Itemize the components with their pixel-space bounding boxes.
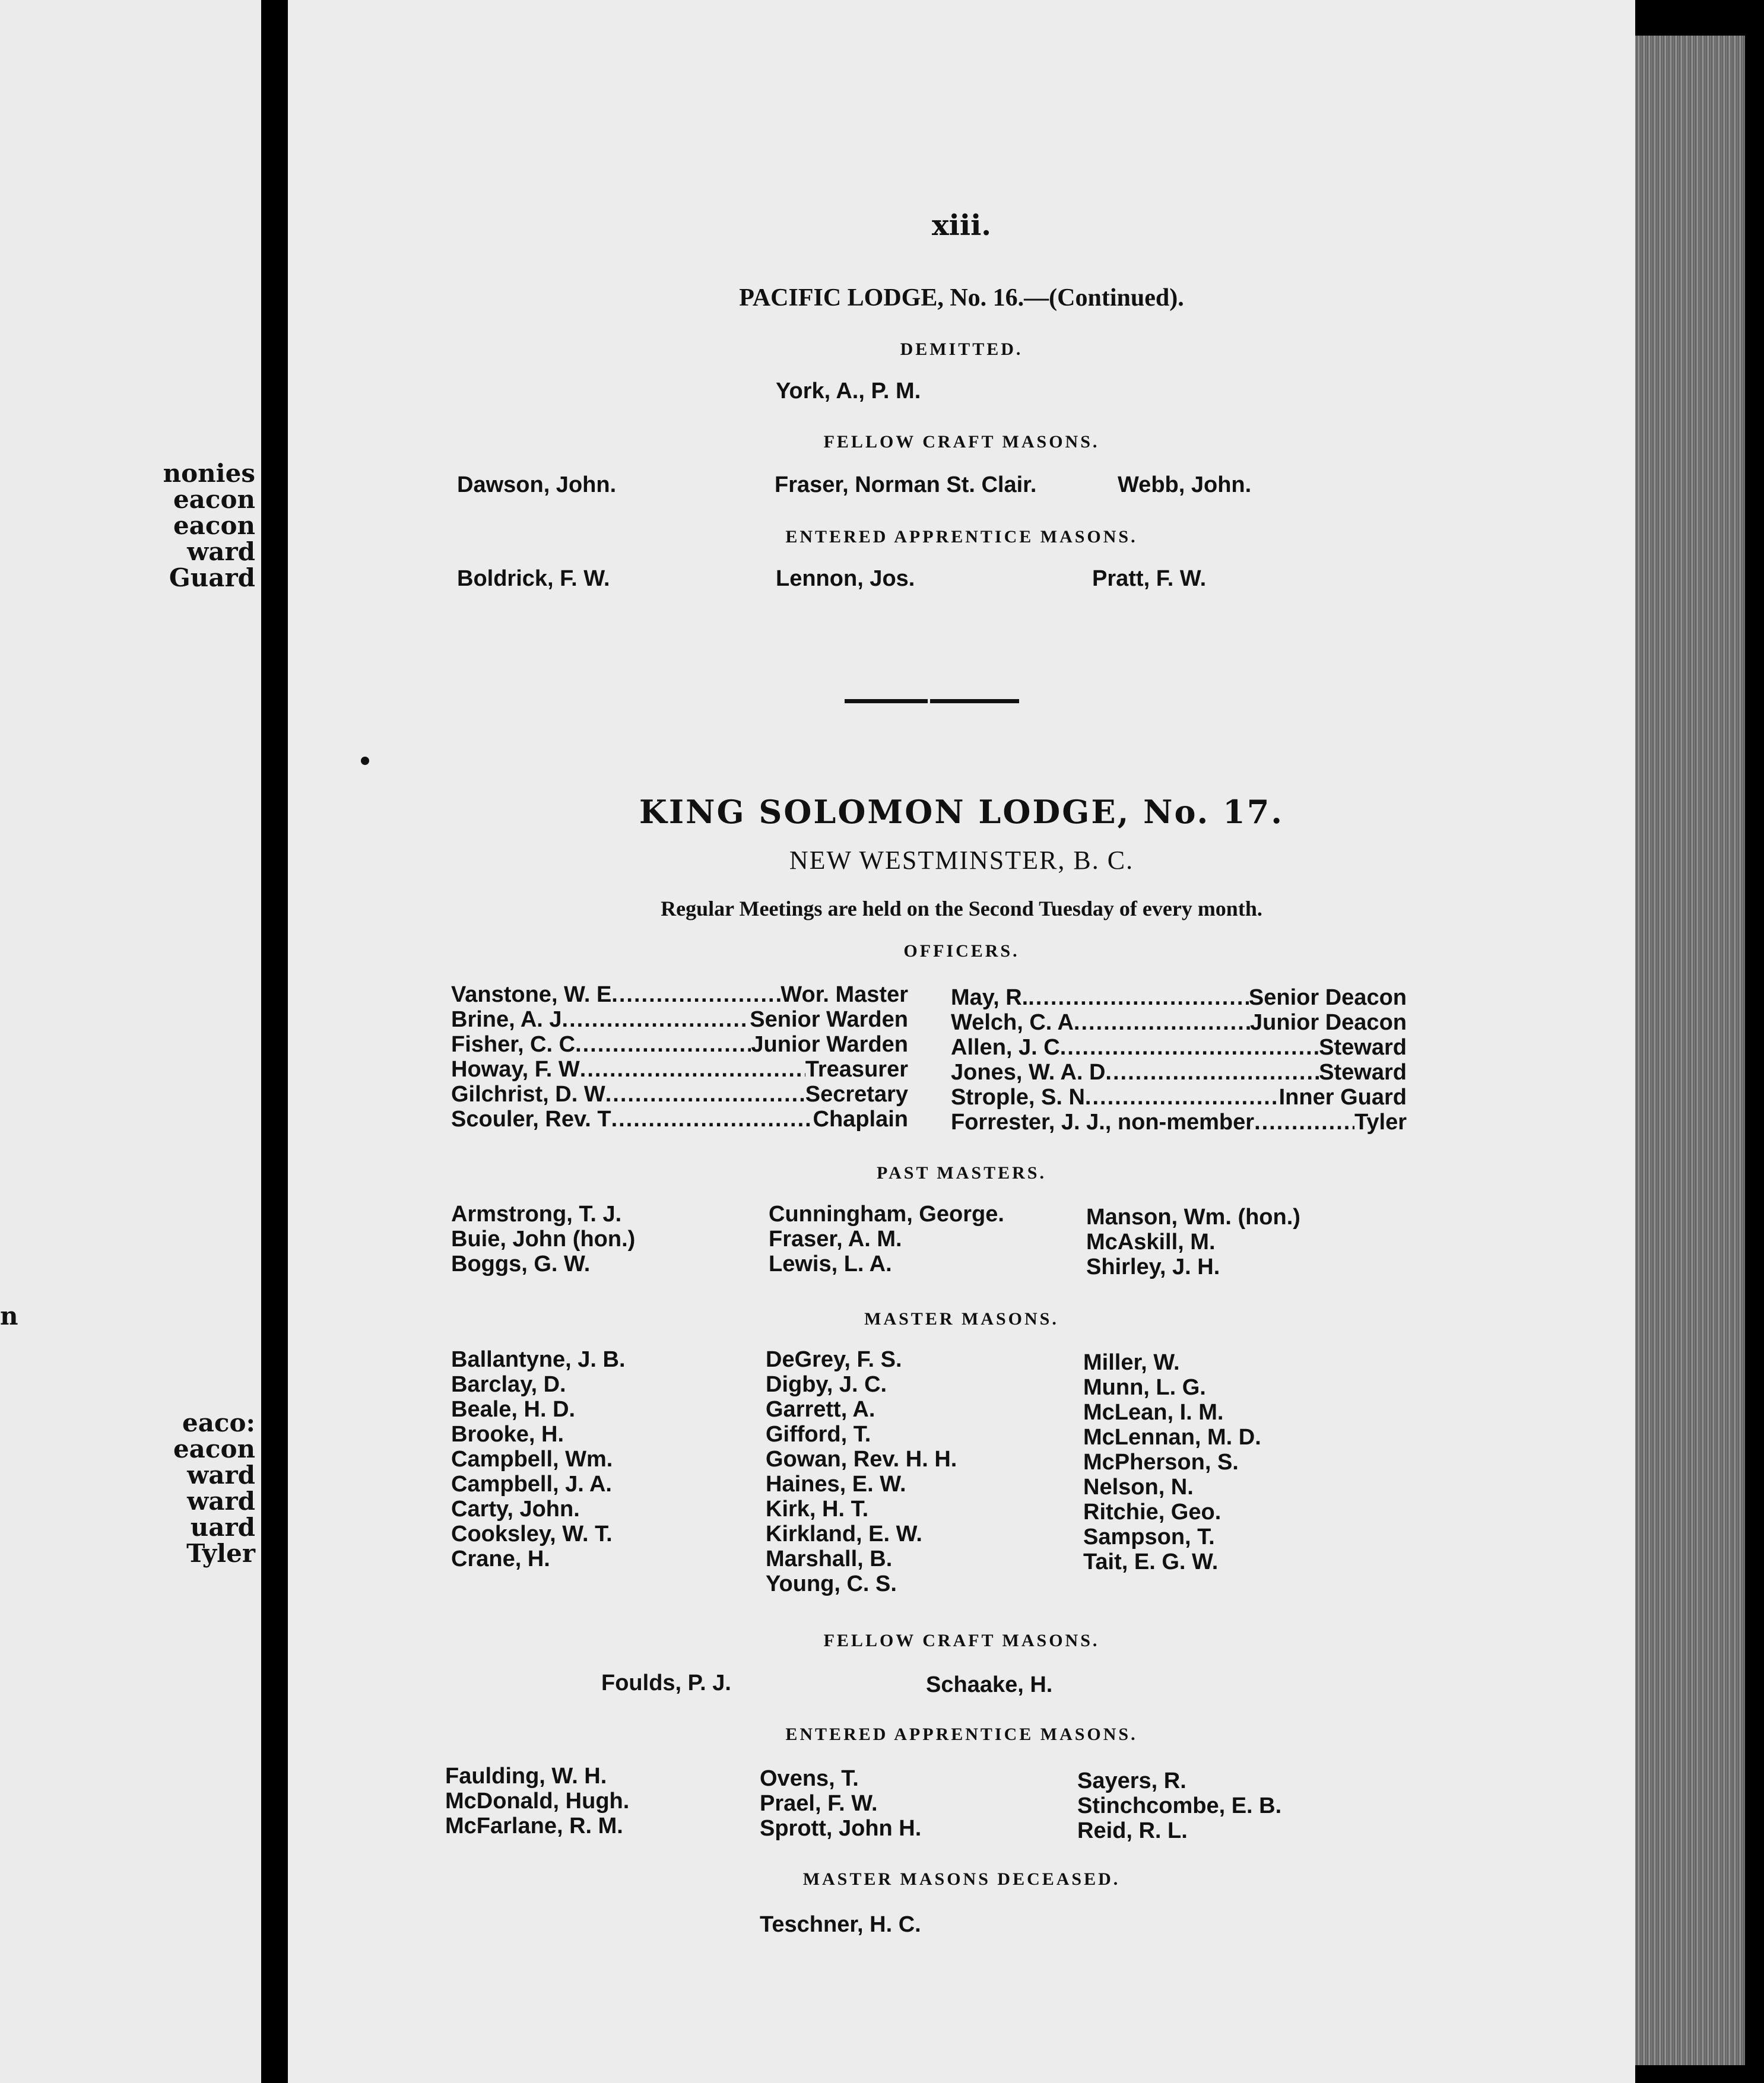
past-masters-column-1 [451, 1202, 635, 1277]
member-name: Stinchcombe, E. B. [1077, 1793, 1282, 1818]
past-masters-column-2 [769, 1202, 1004, 1277]
member-name: McLennan, M. D. [1083, 1425, 1261, 1450]
member-name: McFarlane, R. M. [445, 1814, 623, 1838]
member-name: Nelson, N. [1083, 1475, 1194, 1500]
fragment-line: uard [190, 1513, 255, 1542]
demitted-heading: DEMITTED. [900, 339, 1023, 359]
member-name: Kirkland, E. W. [766, 1522, 922, 1547]
section-divider-rule [930, 699, 1019, 703]
member-name: Faulding, W. H. [445, 1764, 607, 1789]
officer-row [451, 1057, 908, 1082]
officer-name: Fisher, C. C [451, 1032, 576, 1057]
master-masons-column-3 [1083, 1350, 1261, 1574]
officer-row [451, 982, 908, 1007]
member-name: Shirley, J. H. [1086, 1255, 1220, 1279]
deceased-heading: MASTER MASONS DECEASED. [802, 1869, 1121, 1889]
left-page-fragment-group-1 [163, 461, 255, 591]
meeting-schedule: Regular Meetings are held on the Second Tuesday of every month. [661, 897, 1262, 920]
officer-row [451, 1082, 908, 1107]
section-divider-rule [845, 699, 928, 703]
page-number: xiii. [931, 209, 992, 242]
member-name: Armstrong, T. J. [451, 1202, 622, 1227]
officer-office: Senior Warden [750, 1007, 908, 1032]
member-name: McPherson, S. [1083, 1450, 1239, 1475]
officer-name: Forrester, J. J., non-member [951, 1110, 1255, 1135]
fragment-line: Tyler [186, 1539, 255, 1568]
king-solomon-lodge-title: KING SOLOMON LODGE, No. 17. [639, 793, 1284, 831]
member-name: Gowan, Rev. H. H. [766, 1447, 957, 1472]
deceased-entry: Teschner, H. C. [760, 1912, 921, 1937]
member-name: Haines, E. W. [766, 1472, 906, 1497]
pacific-entered-entry: Boldrick, F. W. [457, 566, 610, 591]
pacific-lodge-title: PACIFIC LODGE, No. 16.—(Continued). [739, 284, 1184, 312]
officer-row [951, 1110, 1407, 1135]
fragment-line: Guard [169, 563, 255, 592]
member-name: Sampson, T. [1083, 1525, 1215, 1549]
pacific-fellow-craft-entry: Fraser, Norman St. Clair. [775, 472, 1037, 497]
member-name: Manson, Wm. (hon.) [1086, 1205, 1300, 1230]
pacific-entered-entry: Lennon, Jos. [776, 566, 915, 591]
officer-office: Secretary [805, 1082, 908, 1107]
ks-fellow-craft-entry: Foulds, P. J. [601, 1671, 731, 1695]
member-name: Campbell, Wm. [451, 1447, 613, 1472]
member-name: Sprott, John H. [760, 1816, 922, 1841]
member-name: Prael, F. W. [760, 1791, 878, 1816]
officer-row [451, 1107, 908, 1132]
fragment-line: nonies [163, 459, 255, 488]
member-name: Campbell, J. A. [451, 1472, 612, 1497]
pacific-fellow-craft-entry: Dawson, John. [457, 472, 617, 497]
member-name: Beale, H. D. [451, 1397, 576, 1422]
officer-name: Brine, A. J [451, 1007, 562, 1032]
officer-name: Howay, F. W [451, 1057, 580, 1082]
officer-office: Chaplain [813, 1107, 908, 1132]
lodge-location: NEW WESTMINSTER, B. C. [789, 846, 1134, 875]
member-name: Gifford, T. [766, 1422, 871, 1447]
member-name: Buie, John (hon.) [451, 1227, 636, 1252]
master-masons-column-1 [451, 1347, 626, 1571]
officer-office: Tyler [1354, 1110, 1407, 1135]
past-masters-column-3 [1086, 1205, 1300, 1279]
officer-office: Junior Deacon [1250, 1010, 1407, 1035]
member-name: Barclay, D. [451, 1372, 566, 1397]
entered-column-3 [1077, 1768, 1281, 1843]
member-name: Ritchie, Geo. [1083, 1500, 1222, 1525]
member-name: Lewis, L. A. [769, 1252, 892, 1277]
master-masons-heading: MASTER MASONS. [864, 1309, 1059, 1329]
officer-office: Steward [1319, 1060, 1407, 1085]
officer-row [451, 1007, 908, 1032]
fragment-line: ward [187, 1487, 255, 1516]
officer-office: Steward [1319, 1035, 1407, 1060]
ink-dot [361, 757, 369, 765]
fragment-line: ward [187, 1460, 255, 1490]
master-masons-column-2 [766, 1347, 957, 1596]
officer-name: Gilchrist, D. W [451, 1082, 605, 1107]
fragment-line: ward [187, 537, 255, 566]
officer-name: Vanstone, W. E [451, 982, 612, 1007]
fragment-line: eacon [173, 1434, 255, 1463]
member-name: Tait, E. G. W. [1083, 1549, 1219, 1574]
pacific-entered-heading: ENTERED APPRENTICE MASONS. [785, 527, 1138, 547]
member-name: Cooksley, W. T. [451, 1522, 613, 1547]
officer-row [951, 1060, 1407, 1085]
officer-row [951, 1010, 1407, 1035]
officers-left-column [451, 982, 908, 1132]
member-name: Boggs, G. W. [451, 1252, 591, 1277]
pacific-fellow-craft-heading: FELLOW CRAFT MASONS. [823, 432, 1100, 452]
past-masters-heading: PAST MASTERS. [877, 1163, 1046, 1183]
fragment-line: eacon [173, 511, 255, 540]
left-page-fragment-group-2 [173, 1410, 255, 1567]
member-name: Young, C. S. [766, 1571, 897, 1596]
pacific-fellow-craft-entry: Webb, John. [1118, 472, 1252, 497]
ks-entered-heading: ENTERED APPRENTICE MASONS. [785, 1725, 1138, 1744]
officer-name: Welch, C. A [951, 1010, 1074, 1035]
left-page-fragment-single: n [0, 1301, 18, 1331]
member-name: DeGrey, F. S. [766, 1347, 902, 1372]
member-name: Cunningham, George. [769, 1202, 1004, 1227]
officer-name: Allen, J. C [951, 1035, 1060, 1060]
member-name: Brooke, H. [451, 1422, 564, 1447]
pacific-entered-entry: Pratt, F. W. [1092, 566, 1207, 591]
member-name: Miller, W. [1083, 1350, 1180, 1375]
member-name: McAskill, M. [1086, 1230, 1216, 1255]
officer-name: May, R. [951, 985, 1029, 1010]
fragment-line: eaco: [182, 1408, 255, 1437]
officer-office: Senior Deacon [1248, 985, 1407, 1010]
officer-row [951, 1085, 1407, 1110]
member-name: McDonald, Hugh. [445, 1789, 630, 1814]
officer-office: Treasurer [805, 1057, 908, 1082]
member-name: Carty, John. [451, 1497, 580, 1522]
member-name: Ballantyne, J. B. [451, 1347, 626, 1372]
ks-fellow-craft-heading: FELLOW CRAFT MASONS. [823, 1631, 1100, 1650]
officers-heading: OFFICERS. [903, 941, 1020, 961]
member-name: Sayers, R. [1077, 1768, 1186, 1793]
member-name: Garrett, A. [766, 1397, 875, 1422]
member-name: Kirk, H. T. [766, 1497, 869, 1522]
demitted-entry: York, A., P. M. [776, 379, 921, 404]
entered-column-2 [760, 1766, 921, 1841]
member-name: Reid, R. L. [1077, 1818, 1188, 1843]
member-name: Digby, J. C. [766, 1372, 887, 1397]
officers-right-column [951, 985, 1407, 1135]
member-name: McLean, I. M. [1083, 1400, 1224, 1425]
officer-name: Scouler, Rev. T [451, 1107, 611, 1132]
officer-office: Junior Warden [751, 1032, 908, 1057]
officer-office: Inner Guard [1278, 1085, 1407, 1110]
officer-row [951, 985, 1407, 1010]
entered-column-1 [445, 1764, 629, 1838]
officer-row [451, 1032, 908, 1057]
book-page-edge [1635, 36, 1745, 2065]
document-page [288, 0, 1635, 2083]
officer-name: Strople, S. N [951, 1085, 1085, 1110]
member-name: Fraser, A. M. [769, 1227, 902, 1252]
member-name: Munn, L. G. [1083, 1375, 1206, 1400]
officer-row [951, 1035, 1407, 1060]
member-name: Ovens, T. [760, 1766, 859, 1791]
ks-fellow-craft-entry: Schaake, H. [926, 1672, 1053, 1697]
member-name: Crane, H. [451, 1547, 550, 1571]
fragment-line: eacon [173, 485, 255, 514]
member-name: Marshall, B. [766, 1547, 893, 1571]
officer-office: Wor. Master [781, 982, 908, 1007]
left-facing-page [0, 0, 261, 2083]
officer-name: Jones, W. A. D [951, 1060, 1106, 1085]
